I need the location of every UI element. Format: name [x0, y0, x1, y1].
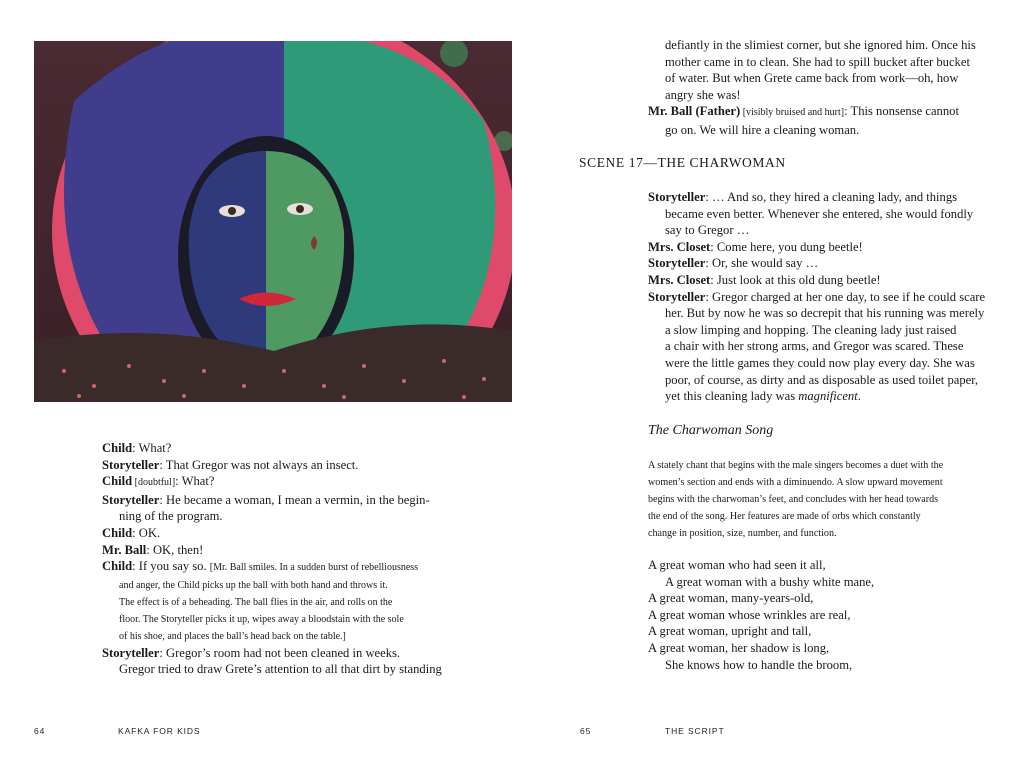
dialogue: : Gregor charged at her one day, to see if he could scare — [705, 289, 986, 304]
lyric-line: A great woman whose wrinkles are real, — [648, 607, 851, 622]
dialogue: : Just look at this old dung beetle! — [710, 272, 881, 287]
song-lyrics — [648, 557, 874, 673]
stage-direction-line: The effect is of a beheading. The ball flies in the air, and rolls on the — [119, 596, 393, 608]
speaker-name: Mrs. Closet — [648, 272, 711, 287]
script-line-continued — [648, 87, 998, 104]
running-title: THE SCRIPT — [665, 726, 725, 736]
script-line — [648, 189, 998, 206]
dialogue: : This nonsense cannot — [844, 104, 959, 119]
dialogue: mother came in to clean. She had to spill bucket after bucket — [665, 54, 970, 69]
dialogue: poor, of course, as dirty and as disposable as used toilet paper, — [665, 372, 979, 387]
speaker-name: Mr. Ball (Father) — [648, 104, 741, 119]
stage-direction: [visibly bruised and hurt] — [740, 107, 845, 119]
speaker-name: Child — [102, 525, 133, 540]
dialogue: : He became a woman, I mean a vermin, in the begin- — [159, 492, 430, 507]
script-line-continued — [648, 70, 998, 87]
dialogue: : Come here, you dung beetle! — [710, 239, 863, 254]
script-line — [648, 239, 998, 256]
lyric-line: A great woman with a bushy white mane, — [665, 574, 875, 589]
dialogue: : If you say so. — [132, 559, 210, 574]
stage-direction: [doubtful] — [132, 477, 176, 489]
script-line — [648, 289, 998, 306]
script-line-continued — [648, 54, 998, 71]
dialogue: defiantly in the slimiest corner, but she ignored him. Once his — [665, 38, 976, 52]
speaker-name: Storyteller — [102, 492, 160, 507]
dialogue: a chair with her strong arms, and Gregor was scared. These — [665, 339, 964, 354]
script-line-continued — [648, 372, 998, 389]
page-number: 65 — [580, 726, 592, 736]
speaker-name: Storyteller — [102, 645, 160, 660]
speaker-name: Storyteller — [648, 190, 706, 204]
dialogue: : Or, she would say … — [705, 256, 819, 271]
speaker-name: Storyteller — [102, 457, 160, 472]
dialogue: : OK, then! — [146, 542, 204, 557]
script-line-continued — [648, 37, 998, 54]
speaker-name: Child — [102, 441, 133, 455]
script-line-continued — [648, 355, 998, 372]
script-line — [648, 272, 998, 289]
dialogue: of water. But when Grete came back from work—oh, how — [665, 71, 959, 86]
lyric-line: A great woman, many-years-old, — [648, 591, 814, 606]
dialogue: were the little games they could now play every day. She was — [665, 355, 975, 370]
scene-script-text — [648, 189, 998, 405]
lyric-line: A great woman who had seen it all, — [648, 558, 826, 572]
lyric-line: A great woman, her shadow is long, — [648, 640, 830, 655]
dialogue: Gregor tried to draw Grete’s attention to all that dirt by standing — [119, 662, 442, 677]
dialogue: : OK. — [132, 525, 161, 540]
scene-heading: SCENE 17—THE CHARWOMAN — [579, 155, 786, 170]
dialogue: : … And so, they hired a cleaning lady, and things — [705, 190, 958, 204]
song-description-line: the end of the song. Her features are made of orbs which constantly — [648, 510, 921, 522]
dialogue: : Gregor’s room had not been cleaned in weeks. — [159, 645, 401, 660]
punctuation: . — [857, 389, 861, 404]
song-description — [648, 458, 993, 543]
script-line-continued — [648, 322, 998, 339]
script-line — [648, 103, 998, 122]
dialogue: go on. We will hire a cleaning woman. — [665, 122, 860, 137]
script-line-continued — [648, 338, 998, 355]
song-description-line: women’s section and ends with a diminuendo. A slow upward movement — [648, 476, 943, 488]
script-line-continued — [648, 122, 998, 139]
dialogue: : What? — [132, 441, 172, 455]
dialogue: angry she was! — [665, 87, 741, 102]
lyric-line: A great woman, upright and tall, — [648, 624, 812, 639]
speaker-name: Child — [102, 559, 133, 574]
speaker-name: Mrs. Closet — [648, 239, 711, 254]
song-description-line: A stately chant that begins with the male singers becomes a duet with the — [648, 460, 944, 471]
speaker-name: Storyteller — [648, 289, 706, 304]
running-title: KAFKA FOR KIDS — [118, 726, 201, 736]
speaker-name: Mr. Ball — [102, 542, 147, 557]
dialogue: ning of the program. — [119, 509, 223, 524]
song-title: The Charwoman Song — [648, 423, 774, 438]
script-line-continued — [648, 388, 998, 405]
emphasis: magnificent — [798, 389, 858, 404]
dialogue: : That Gregor was not always an insect. — [159, 457, 359, 472]
stage-direction-line: floor. The Storyteller picks it up, wipes away a bloodstain with the sole — [119, 613, 404, 625]
lyric-line: She knows how to handle the broom, — [665, 657, 853, 672]
dialogue: yet this cleaning lady was — [665, 389, 799, 404]
page-number: 64 — [34, 726, 46, 736]
stage-direction-line: and anger, the Child picks up the ball with both hand and throws it. — [119, 579, 388, 591]
script-line-continued — [648, 222, 998, 239]
script-line-continued — [648, 206, 998, 223]
dialogue: : What? — [175, 474, 215, 489]
speaker-name: Storyteller — [648, 256, 706, 271]
right-script-continued — [648, 37, 998, 139]
song-description-line: begins with the charwoman’s feet, and concludes with her head towards — [648, 493, 939, 505]
script-line — [648, 255, 998, 272]
dialogue: say to Gregor … — [665, 223, 750, 238]
song-description-line: change in position, size, number, and function. — [648, 527, 837, 539]
script-line-continued — [648, 305, 998, 322]
stage-direction-line: of his shoe, and places the ball’s head back on the table.] — [119, 630, 346, 642]
dialogue: became even better. Whenever she entered, she would fondly — [665, 206, 974, 221]
dialogue: her. But by now he was so decrepit that his running was merely — [665, 306, 985, 321]
dialogue: a slow limping and hopping. The cleaning lady just raised — [665, 322, 957, 337]
stage-direction: [Mr. Ball smiles. In a sudden burst of rebelliousness — [209, 562, 419, 574]
speaker-name: Child — [102, 474, 133, 489]
